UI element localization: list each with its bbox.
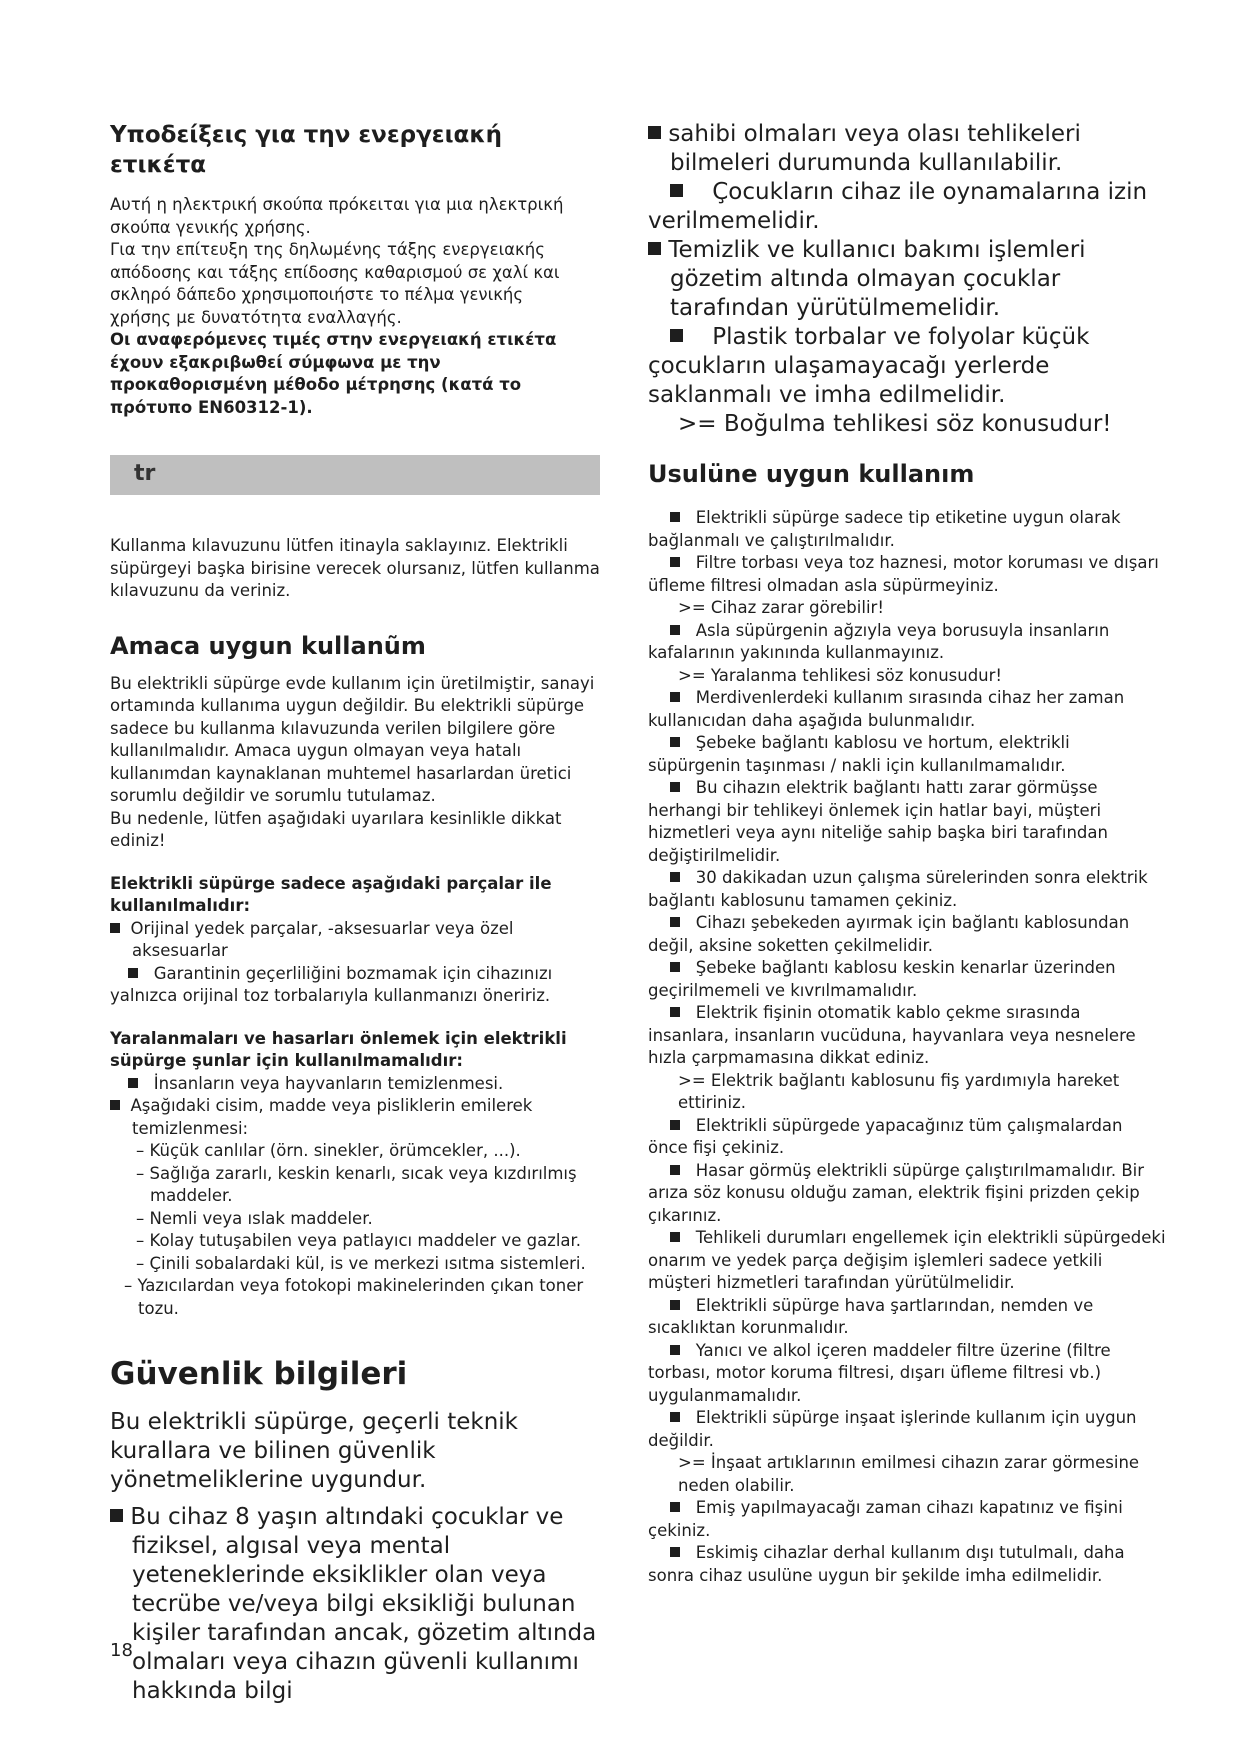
bullet-square-icon (110, 923, 120, 933)
bullet-square-icon (670, 1547, 680, 1557)
list-item: Elektrikli süpürge sadece tip etiketine uygun olarak bağlanmalı ve çalıştırılmalıdır. (648, 508, 1121, 550)
subheading-prohibited: Yaralanmaları ve hasarları önlemek için elektrikli süpürge şunlar için kullanılmamalıdır: (110, 1028, 567, 1070)
list-item: İnsanların veya hayvanların temizlenmesi. (110, 1073, 605, 1096)
subheading-parts: Elektrikli süpürge sadece aşağıdaki parçalar ile kullanılmalıdır: (110, 873, 552, 915)
list-item: Asla süpürgenin ağzıyla veya borusuyla insanların kafalarının yakınında kullanmayınız. (648, 620, 1110, 662)
list-item: Emiş yapılmayacağı zaman cihazı kapatınız ve fişini çekiniz. (648, 1498, 1123, 1540)
bullet-square-icon (128, 968, 138, 978)
list-item: Bu cihaz 8 yaşın altındaki çocuklar ve fiziksel, algısal veya mental yeteneklerinde eksiklikler olan veya tecrübe ve/veya bilgi eksikliği bulunan kişiler tarafından ancak, gözetim altında olmaları veya cihazın güvenli kullanımı hakkında bilgi (110, 1503, 612, 1706)
bullet-square-icon (670, 1300, 680, 1310)
bullet-square-icon (128, 1078, 138, 1088)
intro-paragraph: Kullanma kılavuzunu lütfen itinayla saklayınız. Elektrikli süpürgeyi başka birisine verecek olursanız, lütfen kullanma kılavuzunu da veriniz. (110, 536, 600, 600)
greek-heading: Υποδείξεις για την ενεργειακή ετικέτα (110, 122, 503, 178)
amaca-paragraph-2: Bu nedenle, lütfen aşağıdaki uyarılara kesinlikle dikkat ediniz! (110, 808, 562, 850)
right-column (648, 120, 1166, 1587)
list-item: Elektrikli süpürge hava şartlarından, nemden ve sıcaklıktan korunmalıdır. (648, 1295, 1094, 1337)
bullet-square-icon (670, 917, 680, 927)
list-item: Merdivenlerdeki kullanım sırasında cihaz her zaman kullanıcıdan daha aşağıda bulunmalıdır. (648, 688, 1125, 730)
bullet-square-icon (670, 1007, 680, 1017)
bullet-square-icon (670, 1412, 680, 1422)
list-item: Bu cihazın elektrik bağlantı hattı zarar görmüşse herhangi bir tehlikeyi önlemek için hatlar bayi, müşteri hizmetleri veya aynı niteliğe sahip başka biri tarafından değiştirilmelidir. (648, 778, 1108, 865)
bullet-square-icon (670, 692, 680, 702)
note: >= Yaralanma tehlikesi söz konusudur! (678, 665, 1003, 685)
bullet-square-icon (110, 1100, 120, 1110)
bullet-square-icon (670, 737, 680, 747)
dash-item: – Kolay tutuşabilen veya patlayıcı maddeler ve gazlar. (136, 1231, 582, 1250)
list-item: Temizlik ve kullanıcı bakımı işlemleri gözetim altında olmayan çocuklar tarafından yürütülmemelidir. (648, 236, 1166, 323)
amaca-paragraph: Bu elektrikli süpürge evde kullanım için üretilmiştir, sanayi ortamında kullanıma uygun değildir. Bu elektrikli süpürge sadece bu kullanma kılavuzunda verilen bilgilere göre kullanılmalıdır. Amaca uygun olmayan veya hatalı kullanımdan kaynaklanan muhtemel hasarlardan üretici sorumlu değildir ve sorumlu tutulamaz. (110, 673, 595, 805)
heading-amaca: Amaca uygun kullanũm (110, 631, 426, 660)
list-item: Orijinal yedek parçalar, -aksesuarlar veya özel aksesuarlar (110, 918, 605, 963)
bullet-square-icon (670, 1345, 680, 1355)
bullet-square-icon (670, 625, 680, 635)
bullet-square-icon (670, 557, 680, 567)
page-number: 18 (110, 1640, 133, 1661)
greek-paragraph-1: Αυτή η ηλεκτρική σκούπα πρόκειται για μια ηλεκτρική σκούπα γενικής χρήσης. (110, 195, 564, 237)
list-item: Tehlikeli durumları engellemek için elektrikli süpürgedeki onarım ve yedek parça değişim işlemleri sadece yetkili müşteri hizmetleri tarafından yürütülmelidir. (648, 1228, 1166, 1292)
note: >= Elektrik bağlantı kablosunu fiş yardımıyla hareket ettiriniz. (678, 1070, 1120, 1112)
list-item: 30 dakikadan uzun çalışma sürelerinden sonra elektrik bağlantı kablosunu tamamen çekiniz. (648, 868, 1148, 910)
list-item: Çocukların cihaz ile oynamalarına izin verilmemelidir. (648, 179, 1148, 234)
dash-item: – Sağlığa zararlı, keskin kenarlı, sıcak veya kızdırılmış maddeler. (136, 1163, 577, 1205)
heading-guvenlik: Güvenlik bilgileri (110, 1356, 408, 1392)
bullet-square-icon (670, 512, 680, 522)
bullet-square-icon (670, 1165, 680, 1175)
bullet-square-icon (648, 126, 661, 139)
note: >= İnşaat artıklarının emilmesi cihazın zarar görmesine neden olabilir. (678, 1453, 1140, 1495)
list-item: Şebeke bağlantı kablosu keskin kenarlar üzerinden geçirilmemeli ve kıvrılmamalıdır. (648, 958, 1116, 1000)
bullet-square-icon (110, 1509, 123, 1522)
bullet-square-icon (648, 242, 661, 255)
list-item: Hasar görmüş elektrikli süpürge çalıştırılmamalıdır. Bir arıza söz konusu olduğu zaman, elektrik fişini prizden çekip çıkarınız. (648, 1160, 1145, 1225)
bullet-square-icon (670, 1120, 680, 1130)
list-item: Elektrikli süpürgede yapacağınız tüm çalışmalardan önce fişi çekiniz. (648, 1115, 1123, 1157)
bullet-square-icon (670, 184, 683, 197)
dash-item: – Küçük canlılar (örn. sinekler, örümcekler, ...). (136, 1141, 521, 1160)
language-bar (110, 455, 600, 495)
bullet-square-icon (670, 872, 680, 882)
greek-bold-paragraph: Οι αναφερόμενες τιμές στην ενεργειακή ετικέτα έχουν εξακριβωθεί σύμφωνα με την προκαθορισμένη μέθοδο μέτρησης (κατά το πρότυπο EN60312-1). (110, 330, 557, 417)
list-item: sahibi olmaları veya olası tehlikeleri bilmeleri durumunda kullanılabilir. (648, 120, 1166, 178)
bullet-square-icon (670, 329, 683, 342)
language-tag: tr (134, 461, 156, 486)
usul-list (648, 507, 1166, 1587)
dash-item: – Nemli veya ıslak maddeler. (136, 1208, 373, 1228)
bullet-square-icon (670, 1232, 680, 1242)
dash-item: – Çinili sobalardaki kül, is ve merkezi ısıtma sistemleri. (136, 1253, 586, 1273)
greek-paragraph-2: Για την επίτευξη της δηλωμένης τάξης ενεργειακής απόδοσης και τάξης επίδοσης καθαρισμού σε χαλί και σκληρό δάπεδο χρησιμοποιήστε το πέλμα γενικής χρήσης με δυνατότητα εναλλαγής. (110, 240, 560, 327)
list-item: Garantinin geçerliliğini bozmamak için cihazınızı yalnızca orijinal toz torbalarıyla kullanmanızı öneririz. (110, 963, 553, 1005)
guvenlik-paragraph: Bu elektrikli süpürge, geçerli teknik kurallara ve bilinen güvenlik yönetmeliklerine uygundur. (110, 1409, 518, 1493)
list-item: Şebeke bağlantı kablosu ve hortum, elektrikli süpürgenin taşınması / nakli için kullanılmamalıdır. (648, 733, 1070, 775)
list-item: Aşağıdaki cisim, madde veya pisliklerin emilerek temizlenmesi: (110, 1095, 605, 1140)
heading-usul: Usulüne uygun kullanım (648, 460, 975, 488)
bullet-square-icon (670, 782, 680, 792)
dash-item: – Yazıcılardan veya fotokopi makinelerinden çıkan toner tozu. (124, 1276, 584, 1318)
list-item: Yanıcı ve alkol içeren maddeler filtre üzerine (filtre torbası, motor koruma filtresi, dışarı üfleme filtresi vb.) uygulanmamalıdır. (648, 1340, 1111, 1405)
left-column (110, 120, 605, 1706)
list-item: Elektrikli süpürge inşaat işlerinde kullanım için uygun değildir. (648, 1408, 1137, 1450)
list-item: Plastik torbalar ve folyolar küçük çocukların ulaşamayacağı yerlerde saklanmalı ve imha edilmelidir. (648, 324, 1090, 408)
list-item: Cihazı şebekeden ayırmak için bağlantı kablosundan değil, aksine soketten çekilmelidir. (648, 913, 1130, 955)
list-item: Eskimiş cihazlar derhal kullanım dışı tutulmalı, daha sonra cihaz usulüne uygun bir şekilde imha edilmelidir. (648, 1543, 1125, 1585)
note: >= Cihaz zarar görebilir! (678, 598, 884, 617)
note: >= Boğulma tehlikesi söz konusudur! (678, 411, 1112, 437)
list-item: Elektrik fişinin otomatik kablo çekme sırasında insanlara, insanların vucüduna, hayvanlara veya nesnelere hızla çarpmamasına dikkat ediniz. (648, 1003, 1136, 1067)
bullet-square-icon (670, 962, 680, 972)
bullet-square-icon (670, 1502, 680, 1512)
list-item: Filtre torbası veya toz haznesi, motor koruması ve dışarı üfleme filtresi olmadan asla süpürmeyiniz. (648, 553, 1159, 595)
